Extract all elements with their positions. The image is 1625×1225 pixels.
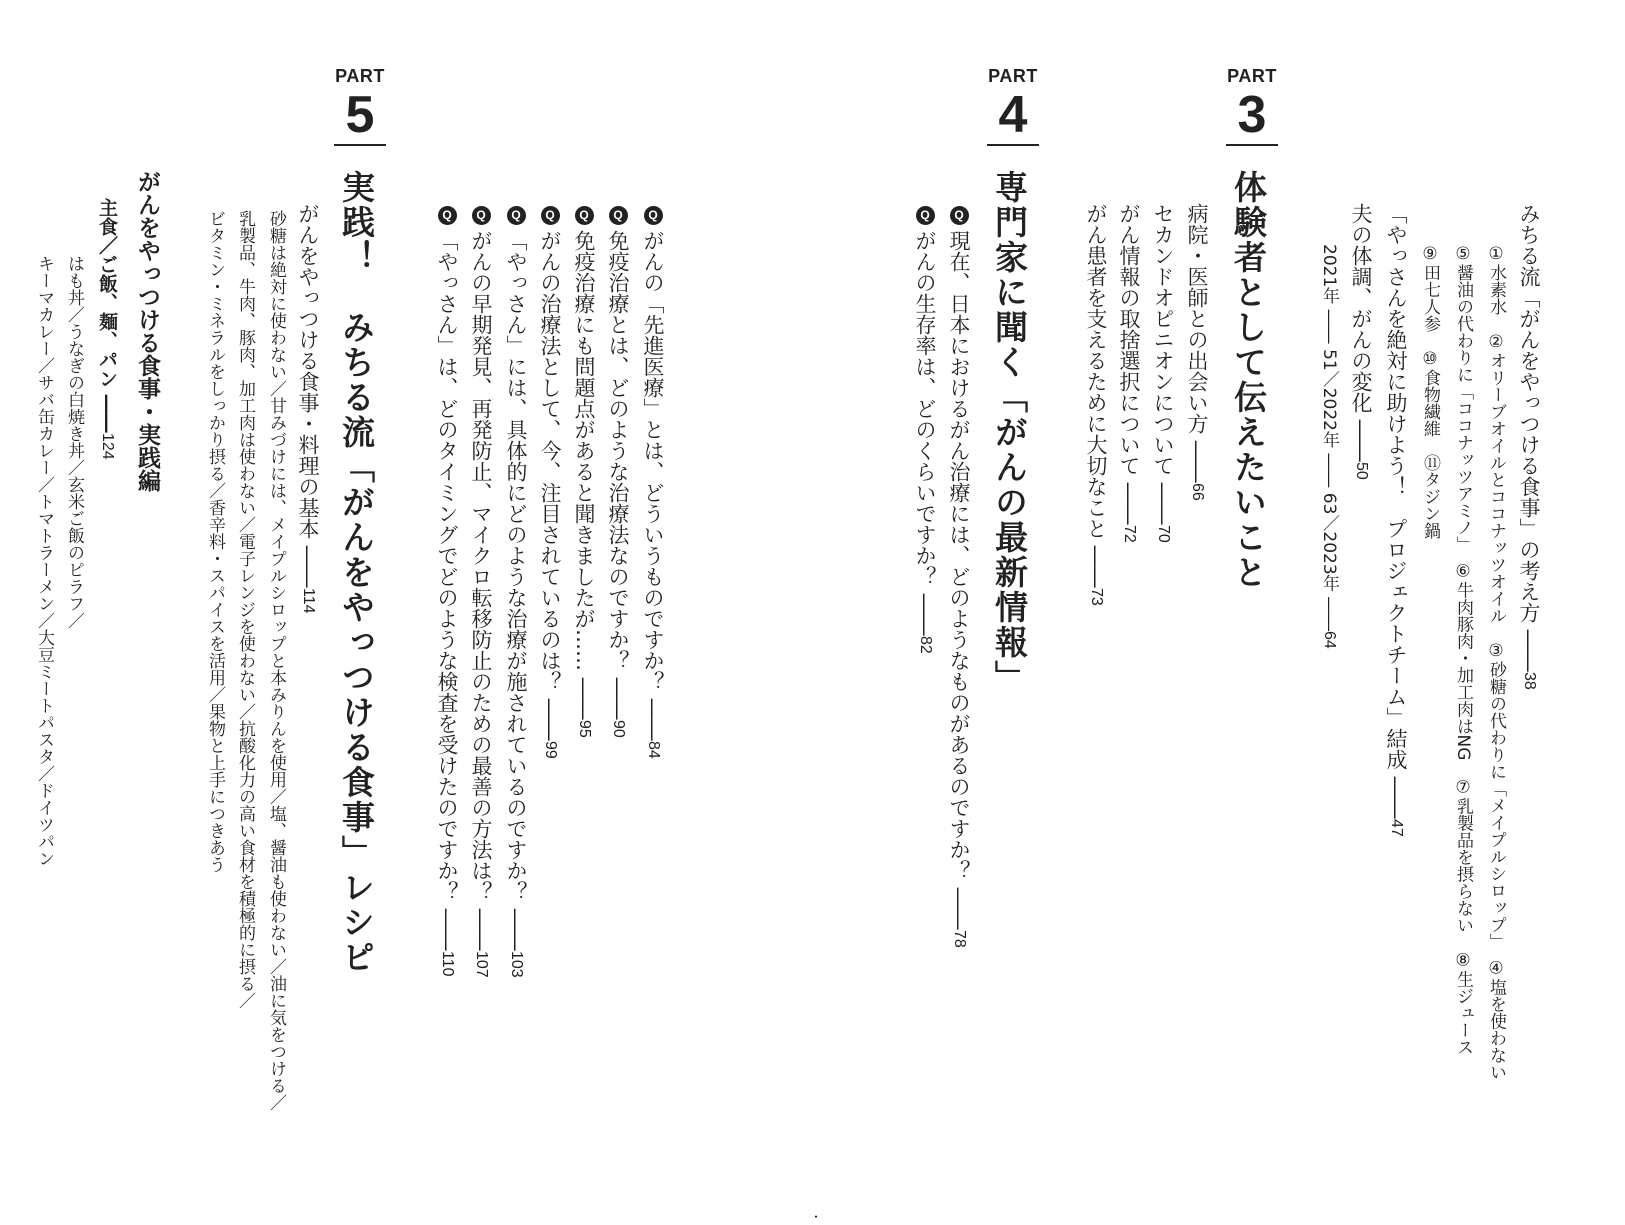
toc-entry[interactable]	[539, 206, 560, 758]
toc-subentry	[267, 210, 284, 1111]
toc-entry-text: がんの早期発見、再発防止、マイクロ転移防止のための最善の方法は？ ――	[469, 230, 493, 951]
toc-subentry-text: 砂糖は絶対に使わない／甘みづけには、メイプルシロップと本みりんを使用／塩、醤油も使わない／油に気をつける／	[266, 210, 286, 1111]
toc-entry[interactable]	[642, 206, 663, 758]
toc-entry[interactable]	[297, 203, 318, 613]
page-folio: ・	[810, 1210, 823, 1224]
part-label: PART	[335, 66, 385, 86]
toc-entry-text: がんの生存率は、どのくらいですか？ ――	[913, 230, 937, 636]
q-mark-icon: Q	[609, 206, 628, 225]
toc-subentry	[1320, 244, 1337, 649]
toc-subentry-text: キーマカレー／サバ缶カレー／トマトラーメン／大豆ミートパスタ／ドイツパン	[34, 255, 54, 867]
q-mark-icon: Q	[438, 206, 457, 225]
q-mark-icon: Q	[507, 206, 526, 225]
toc-page-number: 66	[1189, 482, 1206, 501]
toc-page-number: 64	[1321, 631, 1338, 649]
toc-entry-text: 免疫治療にも問題点があると聞きましたが…… ――	[572, 230, 596, 720]
part4-marker	[985, 66, 1041, 146]
toc-entry-text: がんをやっつける食事・料理の基本 ――	[296, 203, 320, 588]
toc-entry-text: 病院・医師との出会い方 ――	[1185, 203, 1209, 483]
toc-page-number: 47	[1388, 818, 1405, 837]
toc-page-number: 50	[1353, 461, 1370, 480]
toc-subentry	[236, 210, 253, 1009]
toc-page-number: 124	[99, 432, 116, 460]
part-number: 4	[998, 86, 1028, 144]
toc-entry-text: 主食／ご飯、麺、パン ――	[96, 198, 118, 433]
toc-subentry	[1421, 244, 1438, 539]
part-number: 3	[1237, 86, 1267, 144]
toc-subentry	[206, 210, 223, 873]
toc-page-number: 72	[1121, 524, 1138, 543]
toc-entry-text: がんの治療法として、今、注目されているのは？ ――	[538, 230, 562, 741]
toc-entry[interactable]	[1186, 203, 1207, 500]
part-number: 5	[345, 86, 375, 144]
toc-entry-text: 「やっさん」は、どのタイミングでどのような検査を受けたのですか？ ――	[435, 230, 459, 951]
toc-entry-text: 「やっさん」には、具体的にどのような治療が施されているのですか？ ――	[504, 230, 528, 951]
toc-subentry-text: 2021年 ―― 51／2022年 ―― 63／2023年 ――	[1319, 244, 1339, 632]
q-mark-icon: Q	[472, 206, 491, 225]
toc-page-number: 110	[439, 950, 456, 977]
toc-subentry-text: ビタミン・ミネラルをしっかり摂る／香辛料・スパイスを活用／果物と上手につきあう	[205, 210, 225, 873]
practice-heading: がんをやっつける食事・実践編	[134, 170, 160, 492]
toc-entry-text: セカンドオピニオンについて ――	[1151, 203, 1175, 525]
toc-entry[interactable]	[436, 206, 457, 976]
toc-entry[interactable]	[97, 198, 116, 459]
part-rule	[987, 144, 1039, 146]
toc-entry-text: がん情報の取捨選択について ――	[1117, 203, 1141, 525]
q-mark-icon: Q	[644, 206, 663, 225]
toc-entry[interactable]	[1118, 203, 1139, 542]
part3-title: 体験者として伝えたいこと	[1229, 170, 1268, 590]
toc-page-number: 114	[300, 587, 317, 614]
toc-entry-text: がん患者を支えるために大切なこと ――	[1084, 203, 1108, 588]
toc-entry-text: 夫の体調、がんの変化 ――	[1349, 203, 1373, 462]
toc-entry-text: 免疫治療とは、どのような治療法なのですか？ ――	[606, 230, 630, 720]
toc-subentry	[65, 255, 82, 629]
part4-title: 専門家に聞く「がんの最新情報」	[990, 170, 1029, 695]
part5-title: 実践！ みちる流「がんをやっつける食事」レシピ	[337, 170, 376, 975]
toc-entry[interactable]	[914, 206, 935, 653]
part-label: PART	[1227, 66, 1277, 86]
toc-page-number: 107	[473, 950, 490, 978]
toc-entry[interactable]	[470, 206, 491, 977]
q-mark-icon: Q	[950, 206, 969, 225]
part-rule	[334, 144, 386, 146]
toc-entry[interactable]	[948, 206, 969, 947]
toc-entry[interactable]	[607, 206, 628, 737]
q-mark-icon: Q	[575, 206, 594, 225]
toc-entry-text: みちる流「がんをやっつける食事」の考え方 ――	[1517, 203, 1541, 672]
toc-entry[interactable]	[1518, 203, 1539, 689]
part3-marker	[1224, 66, 1280, 146]
part5-marker	[332, 66, 388, 146]
toc-subentry-text: ⑤醤油の代わりに「ココナッツアミノ」 ⑥牛肉豚肉・加工肉はNG ⑦乳製品を摂らない ⑧生ジュース	[1453, 244, 1473, 1056]
toc-entry-text: 現在、日本におけるがん治療には、どのようなものがあるのですか？ ――	[947, 230, 971, 930]
toc-entry[interactable]	[1385, 203, 1406, 836]
toc-page-number: 78	[951, 929, 968, 948]
toc-entry-text: 「やっさんを絶対に助けよう！ プロジェクトチーム」結成 ――	[1384, 203, 1408, 819]
toc-page-number: 90	[610, 719, 627, 738]
toc-page-number: 99	[542, 740, 559, 759]
toc-subentry-text: 乳製品、牛肉、豚肉、加工肉は使わない／電子レンジを使わない／抗酸化力の高い食材を積極的に摂る／	[235, 210, 255, 1009]
part-rule	[1226, 144, 1278, 146]
q-mark-icon: Q	[541, 206, 560, 225]
toc-page-number: 103	[508, 950, 525, 978]
toc-entry[interactable]	[1152, 203, 1173, 542]
toc-page-number: 95	[576, 719, 593, 738]
toc-entry[interactable]	[1350, 203, 1371, 479]
toc-page-number: 38	[1521, 671, 1538, 690]
toc-subentry-text: ①水素水 ②オリーブオイルとココナッツオイル ③砂糖の代わりに「メイプルシロップ」 ④塩を使わない	[1486, 244, 1506, 1081]
toc-subentry	[35, 255, 52, 867]
toc-entry[interactable]	[573, 206, 594, 737]
q-mark-icon: Q	[916, 206, 935, 225]
toc-page-number: 84	[645, 740, 662, 759]
toc-subentry	[1487, 244, 1504, 1081]
toc-page-number: 73	[1088, 587, 1105, 606]
toc-subentry-text: ⑨田七人参 ⑩食物繊維 ⑪タジン鍋	[1420, 244, 1440, 539]
toc-page-number: 70	[1155, 524, 1172, 543]
toc-page-number: 82	[917, 635, 934, 654]
toc-entry-text: がんの「先進医療」とは、どういうものですか？ ――	[641, 230, 665, 741]
toc-entry[interactable]	[505, 206, 526, 977]
toc-subentry	[1454, 244, 1471, 1055]
toc-subentry-text: はも丼／うなぎの白焼き丼／玄米ご飯のピラフ／	[64, 255, 84, 629]
part-label: PART	[988, 66, 1038, 86]
toc-entry[interactable]	[1085, 203, 1106, 605]
